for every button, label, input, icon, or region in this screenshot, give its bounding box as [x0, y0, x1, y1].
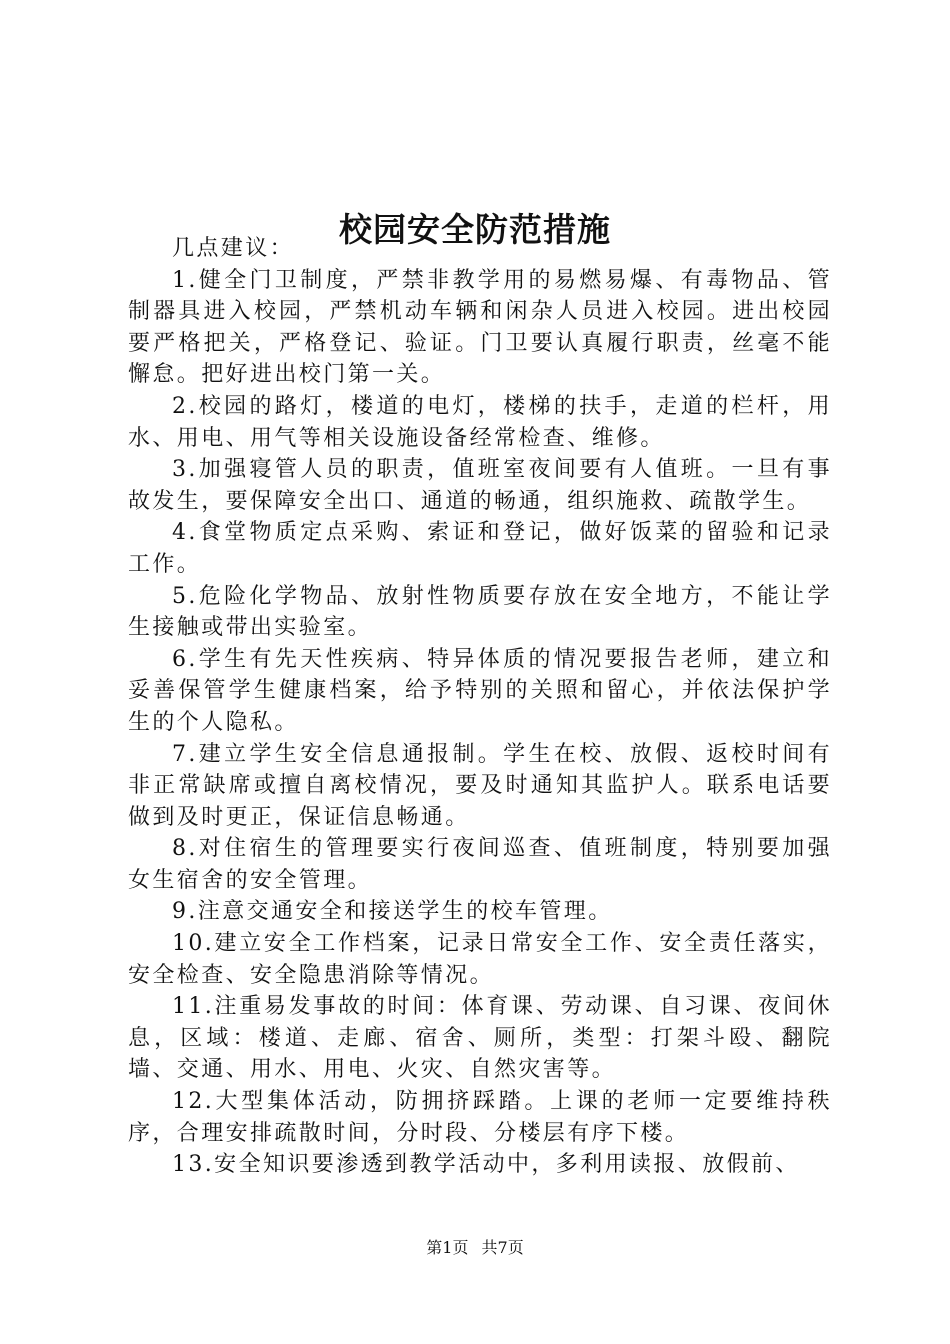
- list-item: 3.加强寝管人员的职责，值班室夜间要有人值班。一旦有事故发生，要保障安全出口、通道的畅通，组织施救、疏散学生。: [128, 457, 832, 514]
- list-item: 1.健全门卫制度，严禁非教学用的易燃易爆、有毒物品、管制器具进入校园，严禁机动车辆和闲杂人员进入校园。进出校园要严格把关，严格登记、验证。门卫要认真履行职责，丝毫不能懈怠。把好进出校门第一关。: [128, 267, 832, 388]
- list-item: 8.对住宿生的管理要实行夜间巡查、值班制度，特别要加强女生宿舍的安全管理。: [128, 836, 832, 893]
- document-title: 校园安全防范措施: [339, 210, 611, 250]
- document-body: [128, 233, 832, 1181]
- list-item: 7.建立学生安全信息通报制。学生在校、放假、返校时间有非正常缺席或擅自离校情况，要及时通知其监护人。联系电话要做到及时更正，保证信息畅通。: [128, 741, 832, 830]
- list-item: 11.注重易发事故的时间：体育课、劳动课、自习课、夜间休息，区域：楼道、走廊、宿舍、厕所，类型：打架斗殴、翻院墙、交通、用水、用电、火灾、自然灾害等。: [128, 994, 832, 1083]
- page-footer: [0, 1238, 950, 1258]
- list-item: 6.学生有先天性疾病、特异体质的情况要报告老师，建立和妥善保管学生健康档案，给予特别的关照和留心，并依法保护学生的个人隐私。: [128, 646, 832, 735]
- list-item: 12.大型集体活动，防拥挤踩踏。上课的老师一定要维持秩序，合理安排疏散时间，分时段、分楼层有序下楼。: [128, 1089, 832, 1146]
- list-item: 2.校园的路灯，楼道的电灯，楼梯的扶手，走道的栏杆，用水、用电、用气等相关设施设备经常检查、维修。: [128, 393, 832, 451]
- list-item: 5.危险化学物品、放射性物质要存放在安全地方，不能让学生接触或带出实验室。: [128, 583, 832, 641]
- list-item: 9.注意交通安全和接送学生的校车管理。: [172, 899, 613, 925]
- list-item: 10.建立安全工作档案，记录日常安全工作、安全责任落实，安全检查、安全隐患消除等情况。: [128, 931, 832, 988]
- page-total: 共7页: [481, 1238, 524, 1257]
- list-item: 4.食堂物质定点采购、索证和登记，做好饭菜的留验和记录工作。: [128, 520, 832, 577]
- intro-paragraph: 几点建议：: [172, 236, 295, 261]
- page-number: 第1页: [426, 1238, 469, 1257]
- list-item: 13.安全知识要渗透到教学活动中，多利用读报、放假前、: [172, 1152, 800, 1178]
